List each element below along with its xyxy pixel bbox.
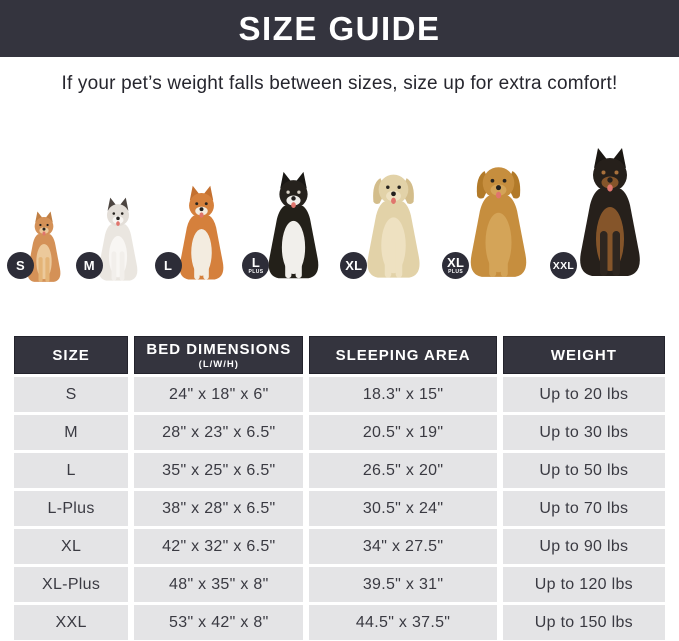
table-header-cell	[503, 336, 665, 374]
table-cell: 34" x 27.5"	[309, 529, 496, 564]
header-bar	[0, 0, 679, 57]
table-cell: Up to 20 lbs	[503, 377, 665, 412]
table-cell: Up to 120 lbs	[503, 567, 665, 602]
dog-size-lineup	[0, 110, 679, 289]
table-cell: 42" x 32" x 6.5"	[134, 529, 303, 564]
table-cell: 18.3" x 15"	[309, 377, 496, 412]
dog-shiba-inu	[164, 185, 239, 289]
dog-labrador	[345, 165, 438, 289]
size-badge-sublabel: PLUS	[248, 268, 264, 275]
table-cell: 30.5" x 24"	[309, 491, 496, 526]
column-label: SIZE	[52, 346, 90, 364]
table-cell: 28" x 23" x 6.5"	[134, 415, 303, 450]
table-cell: 38" x 28" x 6.5"	[134, 491, 303, 526]
table-cell: Up to 150 lbs	[503, 605, 665, 640]
dog-pomeranian	[16, 211, 72, 289]
subtitle-text: If your pet’s weight falls between sizes, size up for extra comfort!	[61, 72, 618, 94]
column-sublabel: (L/W/H)	[198, 358, 239, 370]
size-badge-label: XL	[447, 254, 465, 270]
table-cell: 39.5" x 31"	[309, 567, 496, 602]
column-label: WEIGHT	[550, 346, 617, 364]
size-badge	[550, 252, 577, 279]
table-header-cell	[309, 336, 496, 374]
size-badge-sublabel: PLUS	[448, 268, 464, 275]
table-cell: 48" x 35" x 8"	[134, 567, 303, 602]
size-badge-label: M	[83, 257, 95, 273]
table-cell: 26.5" x 20"	[309, 453, 496, 488]
table-cell: 24" x 18" x 6"	[134, 377, 303, 412]
table-cell-size: M	[14, 415, 128, 450]
table-cell: 53" x 42" x 8"	[134, 605, 303, 640]
table-header-cell	[14, 336, 128, 374]
size-badge-label: L	[251, 254, 261, 270]
table-cell-size: XL	[14, 529, 128, 564]
table-header-cell	[134, 336, 303, 374]
table-cell: 35" x 25" x 6.5"	[134, 453, 303, 488]
table-cell: Up to 30 lbs	[503, 415, 665, 450]
size-badge-label: S	[16, 257, 25, 273]
column-label: SLEEPING AREA	[335, 346, 471, 364]
table-cell-size: L	[14, 453, 128, 488]
table-cell-size: S	[14, 377, 128, 412]
column-label: BED DIMENSIONS	[146, 340, 292, 358]
size-badge	[7, 252, 34, 279]
size-badge-label: XL	[345, 257, 363, 273]
table-cell-size: XL-Plus	[14, 567, 128, 602]
table-cell: Up to 90 lbs	[503, 529, 665, 564]
dog-golden-retriever	[447, 157, 546, 289]
size-badge-label: L	[164, 257, 173, 273]
table-cell-size: XXL	[14, 605, 128, 640]
dog-border-collie	[248, 171, 336, 289]
size-badge-label: XXL	[552, 259, 575, 272]
size-badge	[442, 252, 469, 279]
table-cell: Up to 70 lbs	[503, 491, 665, 526]
size-badge	[76, 252, 103, 279]
table-cell: 44.5" x 37.5"	[309, 605, 496, 640]
table-cell-size: L-Plus	[14, 491, 128, 526]
page-title: SIZE GUIDE	[238, 9, 441, 47]
dog-french-bulldog	[85, 197, 151, 289]
size-badge	[155, 252, 182, 279]
dog-doberman	[552, 147, 661, 289]
size-table	[14, 336, 665, 640]
table-cell: 20.5" x 19"	[309, 415, 496, 450]
table-cell: Up to 50 lbs	[503, 453, 665, 488]
